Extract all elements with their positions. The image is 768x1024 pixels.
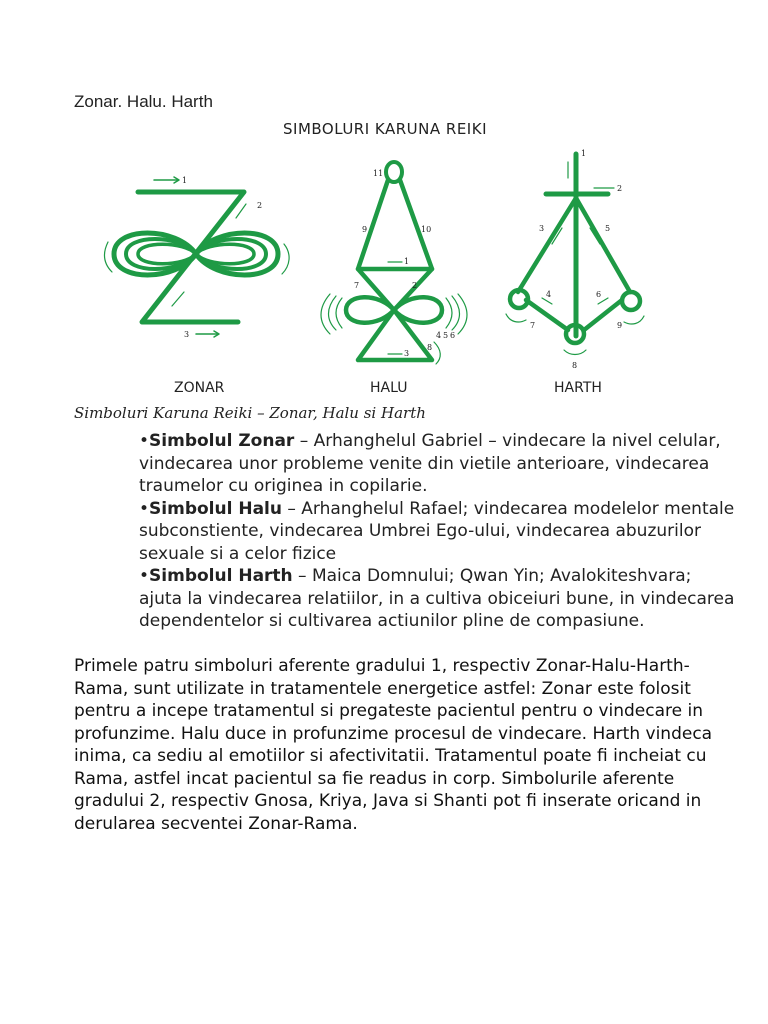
bullet-marker: • (139, 566, 150, 586)
halu-mark-5: 5 (443, 331, 449, 340)
harth-mark-1: 1 (581, 149, 587, 158)
symbol-description: – Arhanghelul Rafael; vindecarea modelelor mentale subconstiente, vindecarea Umbrei Ego-ului, vindecarea abuzurilor sexuale si a celor fizice (139, 498, 735, 564)
harth-mark-5: 5 (605, 224, 611, 233)
harth-mark-8: 8 (572, 361, 578, 370)
zonar-mark-1: 1 (182, 176, 188, 185)
halu-mark-1: 1 (404, 257, 410, 266)
zonar-mark-3: 3 (184, 330, 190, 339)
reiki-symbols-figure (96, 114, 664, 404)
harth-mark-4: 4 (546, 290, 552, 299)
halu-mark-11: 11 (373, 169, 384, 178)
symbol-term: Simbolul Zonar (149, 431, 295, 451)
symbol-term: Simbolul Harth (149, 566, 293, 586)
halu-mark-10: 10 (421, 225, 432, 234)
label-zonar: ZONAR (174, 380, 225, 396)
halu-mark-7: 7 (354, 281, 360, 290)
symbol-description: – Arhanghelul Gabriel – vindecare la nivel celular, vindecarea unor probleme venite din vietile anterioare, vindecarea traumelor cu originea in copilarie. (139, 431, 721, 496)
harth-mark-3: 3 (539, 224, 545, 233)
halu-mark-6: 6 (450, 331, 456, 340)
symbol-term: Simbolul Halu (149, 498, 282, 519)
harth-mark-2: 2 (617, 184, 623, 193)
body-paragraph: Primele patru simboluri aferente gradului 1, respectiv Zonar-Halu-Harth-Rama, sunt utilizate in tratamentele energetice astfel: Zonar este folosit pentru a incepe tratamentul si pregateste pacientul pentru o vindecare in profunzime. Halu duce in profunzime procesul de vindecare. Harth vindeca inima, ca sediu al emotiilor si afectivitatii. Tratamentul poate fi incheiat cu Rama, astfel incat pacientul sa fie readus in corp. Simbolurile aferente gradului 2, respectiv Gnosa, Kriya, Java si Shanti pot fi inserate oricand in derularea secventei Zonar-Rama. (74, 656, 713, 834)
zonar-mark-2: 2 (257, 201, 263, 210)
halu-mark-8: 8 (427, 343, 433, 352)
figure-caption: Simboluri Karuna Reiki – Zonar, Halu si Harth (74, 404, 426, 422)
bullet-marker: • (139, 498, 150, 519)
harth-mark-7: 7 (530, 321, 536, 330)
list-item (139, 498, 739, 566)
bullet-marker: • (139, 431, 150, 451)
harth-mark-6: 6 (596, 290, 602, 299)
halu-mark-3: 3 (404, 349, 410, 358)
halu-mark-9: 9 (362, 225, 368, 234)
symbols-illustration (96, 114, 664, 374)
symbol-description: – Maica Domnului; Qwan Yin; Avalokiteshvara; ajuta la vindecarea relatiilor, in a cultiva obiceiuri bune, in vindecarea dependentelor si cultivarea actiunilor pline de compasiune. (139, 566, 735, 631)
harth-symbol (506, 154, 644, 355)
list-item (139, 430, 739, 498)
harth-mark-9: 9 (617, 321, 623, 330)
halu-mark-4: 4 (436, 331, 442, 340)
page-heading: Zonar. Halu. Harth (74, 92, 213, 111)
label-halu: HALU (370, 380, 408, 396)
list-item (139, 565, 739, 633)
halu-mark-2: 2 (412, 281, 418, 290)
figure-title: SIMBOLURI KARUNA REIKI (283, 120, 487, 138)
symbol-descriptions (139, 430, 739, 633)
label-harth: HARTH (554, 380, 602, 396)
